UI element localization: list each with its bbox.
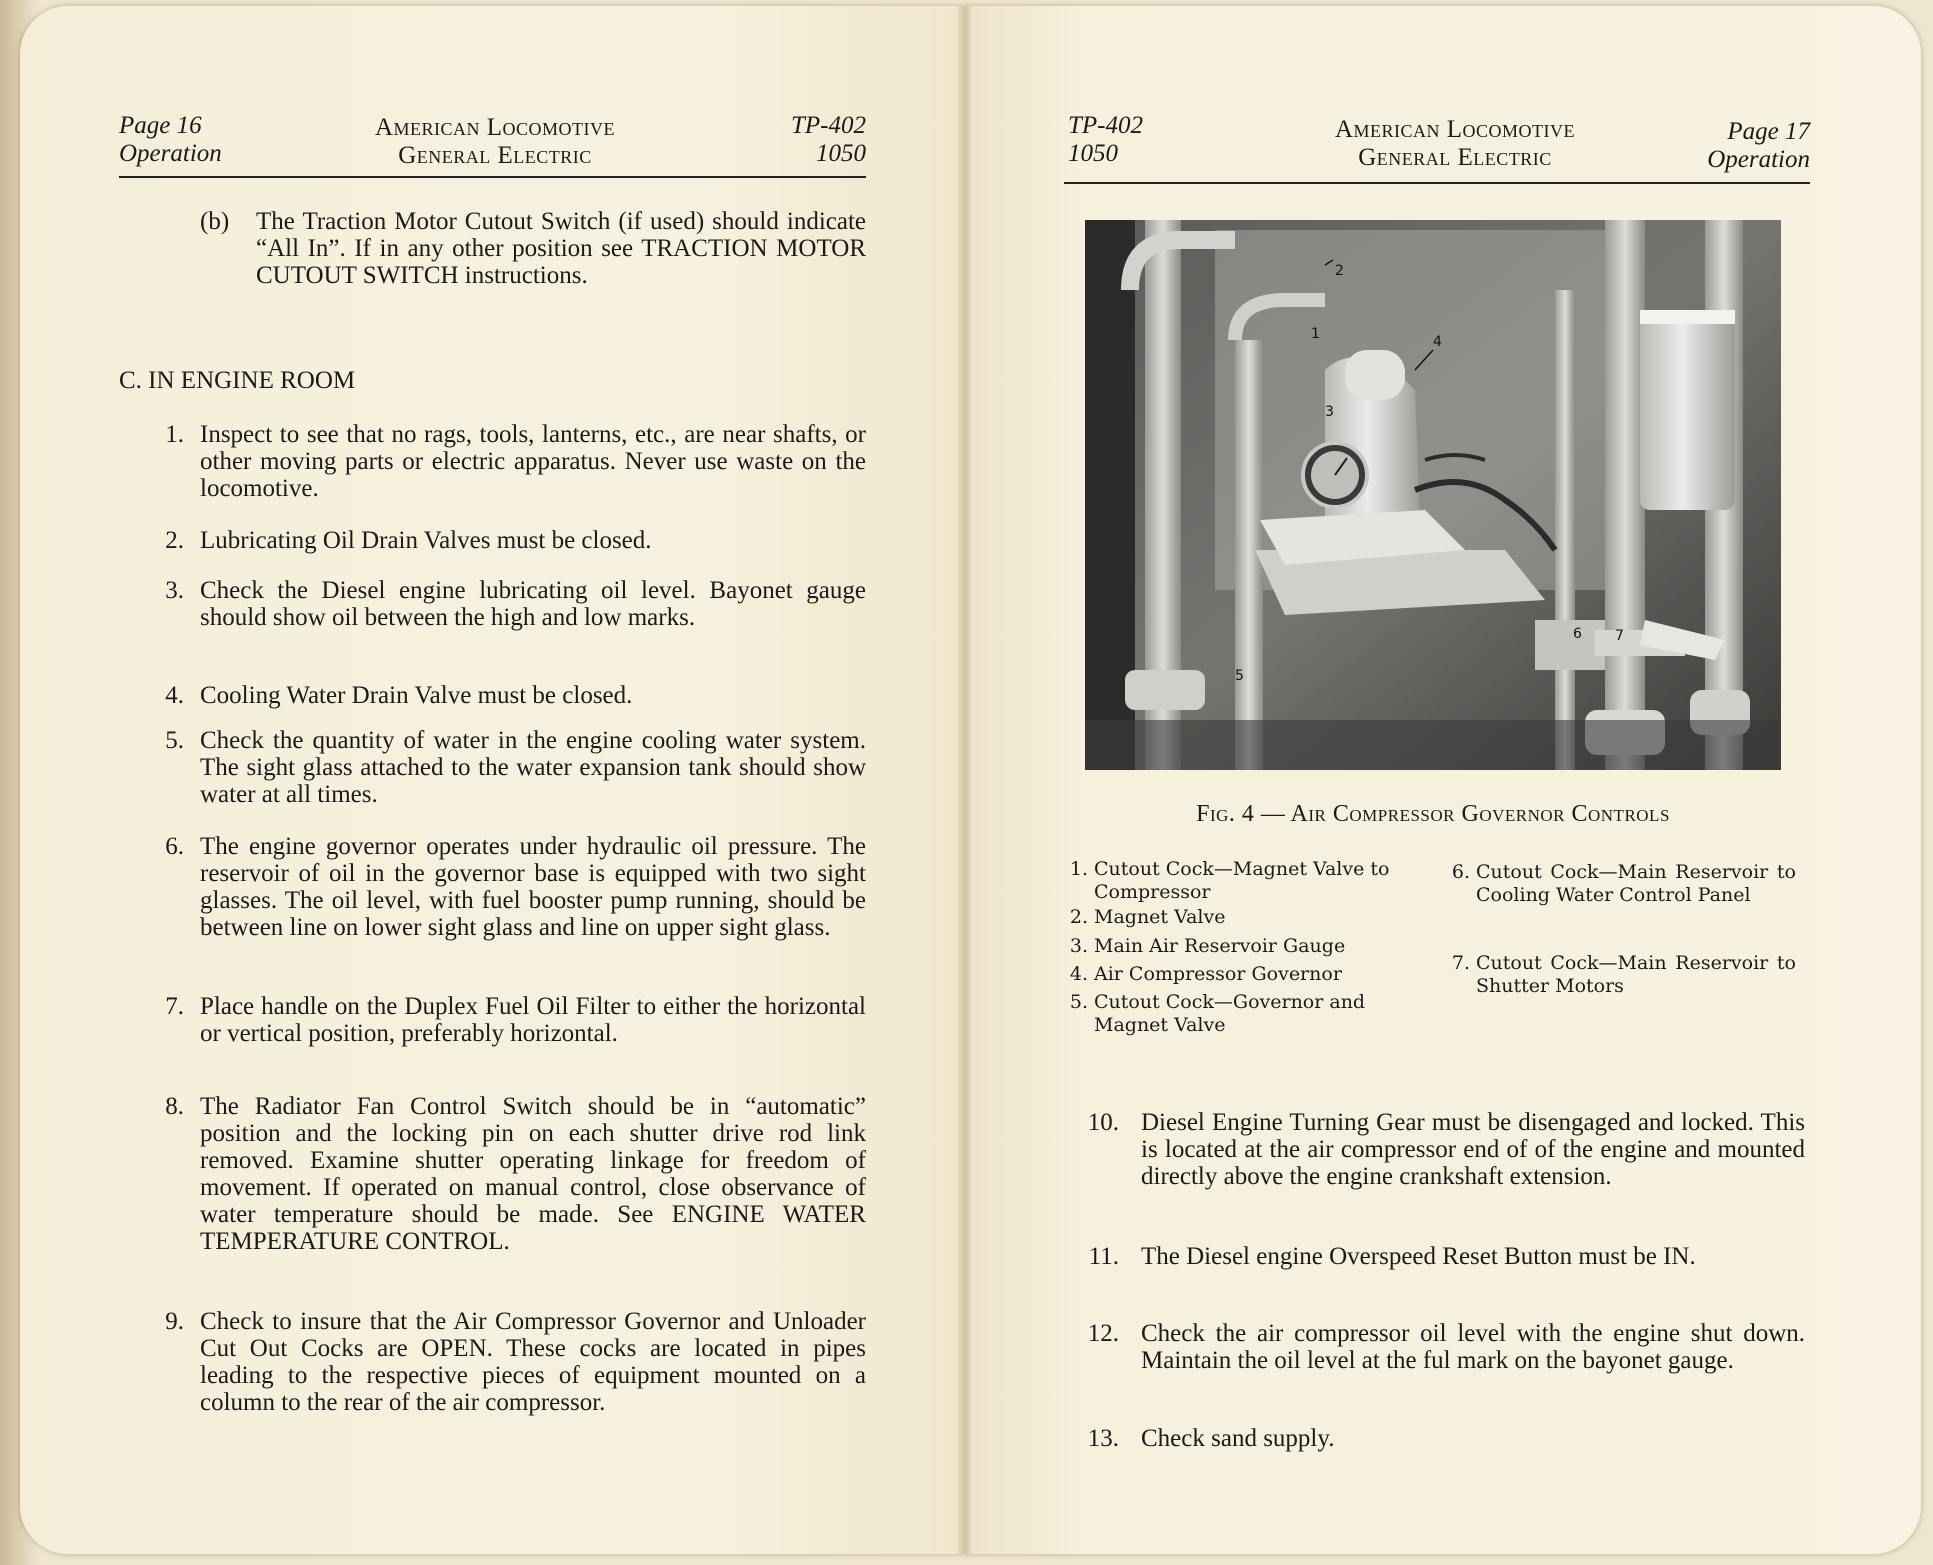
right-doc-code: TP-402 bbox=[1068, 112, 1143, 139]
item-number: 12. bbox=[1087, 1320, 1119, 1347]
left-section-label: Operation bbox=[119, 140, 222, 167]
item-text: Cooling Water Drain Valve must be closed. bbox=[200, 682, 633, 709]
book-gutter bbox=[958, 6, 972, 1554]
left-doc-number: 1050 bbox=[816, 140, 866, 167]
callout-6: 6 bbox=[1573, 626, 1582, 642]
item-b bbox=[200, 208, 866, 318]
item-text: Check the Diesel engine lubricating oil level. Bayonet gauge should show oil between the high and low marks. bbox=[200, 577, 866, 631]
item-b-label: (b) bbox=[200, 208, 230, 235]
item-text: Check sand supply. bbox=[1141, 1425, 1335, 1452]
item-text: Inspect to see that no rags, tools, lanterns, etc., are near shafts, or other moving parts or electric apparatus. Never use waste on the locomotive. bbox=[200, 421, 866, 502]
right-doc-number: 1050 bbox=[1068, 140, 1118, 167]
right-page-number: Page 17 bbox=[1727, 118, 1810, 145]
item-text: The engine governor operates under hydraulic oil pressure. The reservoir of oil in the governor base is equipped with two sight glasses. The oil level, with fuel booster pump running, should be between line on lower sight glass and line on upper sight glass. bbox=[200, 833, 866, 941]
item-number: 5. bbox=[165, 727, 184, 754]
item-text: The Diesel engine Overspeed Reset Button must be IN. bbox=[1141, 1243, 1696, 1270]
item-number: 4. bbox=[165, 682, 184, 709]
item-number: 10. bbox=[1087, 1109, 1119, 1136]
item-number: 7. bbox=[165, 993, 184, 1020]
item-text: Check the quantity of water in the engine cooling water system. The sight glass attached to the water expansion tank should show water at all times. bbox=[200, 727, 866, 808]
left-company-line2: General Electric bbox=[398, 142, 592, 169]
item-text: The Radiator Fan Control Switch should be in “automatic” position and the locking pin on each shutter drive rod link removed. Examine shutter operating linkage for freedom of movement. If operated on manual control, close observance of water temperature should be made. See ENGINE WATER TEMPERATURE CONTROL. bbox=[200, 1093, 866, 1255]
figure-caption: Fig. 4 — Air Compressor Governor Controls bbox=[1196, 801, 1670, 827]
callout-3: 3 bbox=[1325, 404, 1334, 420]
left-doc-code: TP-402 bbox=[791, 112, 866, 139]
right-company-line2: General Electric bbox=[1358, 144, 1552, 171]
callout-7: 7 bbox=[1615, 628, 1624, 644]
right-header-rule bbox=[1064, 182, 1810, 184]
item-number: 2. bbox=[165, 527, 184, 554]
item-text: Check to insure that the Air Compressor Governor and Unloader Cut Out Cocks are OPEN. These cocks are located in pipes leading to the respective pieces of equipment mounted on a column to the rear of the air compressor. bbox=[200, 1308, 866, 1416]
air-compressor-photo bbox=[1085, 220, 1781, 770]
item-text: Place handle on the Duplex Fuel Oil Filter to either the horizontal or vertical position, preferably horizontal. bbox=[200, 993, 866, 1047]
item-text: Diesel Engine Turning Gear must be disengaged and locked. This is located at the air compressor end of of the engine and mounted directly above the engine crankshaft extension. bbox=[1141, 1109, 1805, 1190]
item-number: 9. bbox=[165, 1308, 184, 1335]
left-header-rule bbox=[119, 176, 866, 178]
figure-photo bbox=[1085, 220, 1781, 770]
right-section-label: Operation bbox=[1707, 146, 1810, 173]
legend-item-1: 1. Cutout Cock—Magnet Valve to Compressor bbox=[1069, 858, 1390, 903]
item-number: 8. bbox=[165, 1093, 184, 1120]
right-company-line1: American Locomotive bbox=[1334, 116, 1576, 143]
item-number: 13. bbox=[1087, 1425, 1119, 1452]
section-heading: C. IN ENGINE ROOM bbox=[119, 367, 356, 394]
left-company-line1: American Locomotive bbox=[374, 114, 616, 141]
callout-5: 5 bbox=[1235, 668, 1244, 684]
item-number: 1. bbox=[165, 421, 184, 448]
item-text: Check the air compressor oil level with the engine shut down. Maintain the oil level at the ful mark on the bayonet gauge. bbox=[1141, 1320, 1805, 1374]
left-page-number: Page 16 bbox=[119, 112, 202, 139]
item-number: 6. bbox=[165, 833, 184, 860]
item-number: 3. bbox=[165, 577, 184, 604]
item-text: Lubricating Oil Drain Valves must be closed. bbox=[200, 527, 652, 554]
item-b-text: The Traction Motor Cutout Switch (if used) should indicate “All In”. If in any other position see TRACTION MOTOR CUTOUT SWITCH instructions. bbox=[256, 208, 866, 289]
callout-4: 4 bbox=[1433, 334, 1442, 350]
callout-1: 1 bbox=[1311, 326, 1320, 342]
item-number: 11. bbox=[1088, 1243, 1119, 1270]
callout-2: 2 bbox=[1335, 263, 1344, 279]
